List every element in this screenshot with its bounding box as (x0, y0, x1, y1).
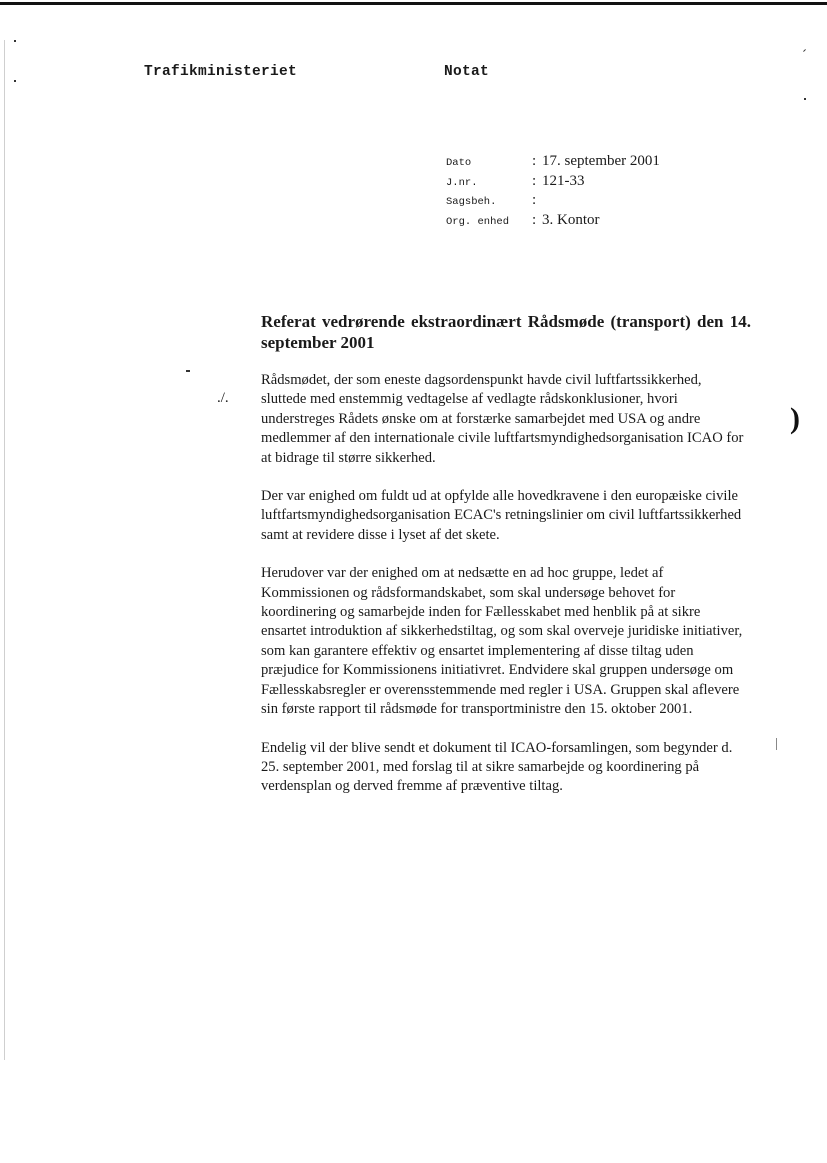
ministry-name: Trafikministeriet (144, 64, 298, 80)
document-type: Notat (444, 64, 490, 80)
meta-colon: : (532, 211, 537, 228)
meta-row-caseworker (446, 192, 746, 212)
document-title: Referat vedrørende ekstraordinært Rådsmøde (transport) den 14. september 2001 (261, 312, 751, 352)
scan-speck (186, 370, 190, 372)
body-text (261, 371, 749, 816)
enclosure-mark: ./. (217, 390, 229, 406)
meta-colon: : (532, 192, 537, 208)
body-paragraph: Rådsmødet, der som eneste dagsordenspunkt havde civil luftfartssikkerhed, sluttede med enstemmig vedtagelse af vedlagte rådskonklusioner, hvori understreges Rådets ønske om at forstærke samarbejdet med USA og andre medlemmer af den internationale civile luftfartsmyndighedsorganisation ICAO for at bidrage til større sikkerhed. (261, 372, 744, 466)
meta-label: J.nr. (446, 176, 478, 189)
meta-row-date (446, 153, 746, 173)
body-paragraph: Der var enighed om fuldt ud at opfylde alle hovedkravene i den europæiske civile luftfartsmyndighedsorganisation ECAC's retningslinier om civil luftfartssikkerhed samt at revidere disse i lyset af det skete. (261, 488, 742, 543)
scan-speck (14, 40, 16, 42)
body-paragraph: Herudover var der enighed om at nedsætte en ad hoc gruppe, ledet af Kommissionen og rådsformandskabet, som skal undersøge behovet for koordinering og samarbejde inden for Fællesskabet med henblik på at sikre ensartet introduktion af sikkerhedstiltag, og som skal overveje juridiske initiativer, som kan garantere effektiv og ensartet implementering af disse tiltag uden præjudice for Kommissionens initiativret. Endvidere skal gruppen undersøge om Fællesskabsregler er overensstemmende med regler i USA. Gruppen skal aflevere sin første rapport til rådsmøde for transportministre den 15. oktober 2001. (261, 565, 743, 718)
meta-label: Org. enhed (446, 215, 510, 228)
scan-tick-mark (776, 738, 777, 750)
top-border-line (0, 2, 827, 5)
scan-speck (803, 49, 806, 52)
meta-value: 121-33 (542, 172, 585, 189)
meta-value: 3. Kontor (542, 211, 600, 228)
body-paragraph: Endelig vil der blive sendt et dokument til ICAO-forsamlingen, som begynder d. 25. september 2001, med forslag til at sikre samarbejde og koordinering på verdensplan og derved fremme af præventive tiltag. (261, 739, 733, 795)
scan-edge-line (4, 40, 5, 1060)
scan-speck (14, 80, 16, 82)
meta-label: Sagsbeh. (446, 196, 497, 208)
metadata-block (446, 153, 746, 231)
meta-row-journal (446, 173, 746, 193)
meta-value: 17. september 2001 (542, 153, 660, 169)
meta-row-org-unit (446, 212, 746, 232)
scan-speck (804, 98, 806, 100)
meta-colon: : (532, 172, 537, 189)
meta-colon: : (532, 153, 537, 169)
scan-bracket-mark: ) (790, 402, 800, 435)
meta-label: Dato (446, 157, 472, 169)
